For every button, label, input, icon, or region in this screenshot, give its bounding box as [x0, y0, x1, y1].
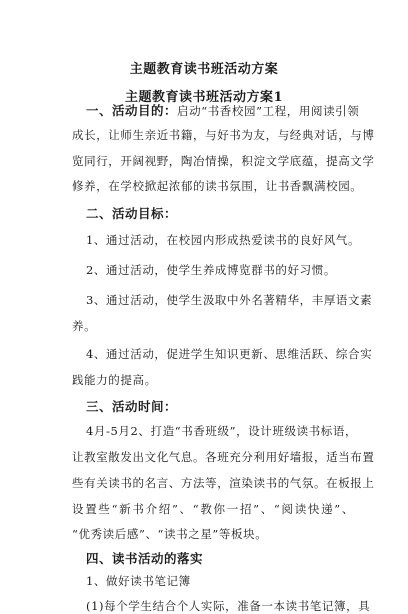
section1-line-3: 览同行，开阔视野，陶冶情操，积淀文学底蕴，提高文学	[72, 154, 375, 168]
section2-item-2: 2、通过活动，使学生养成博览群书的好习惯。	[86, 263, 336, 277]
section2-item-1: 1、通过活动，在校园内形成热爱读书的良好风气。	[86, 233, 361, 247]
section4-line-1: 1、做好读书笔记簿	[86, 574, 191, 588]
section3-line-3: 些有关读书的名言、方法等，渲染读书的气氛。在板报上	[72, 476, 375, 490]
section4-line-2: (1)每个学生结合个人实际，准备一本读书笔记簿，具	[86, 599, 371, 613]
section3-line-1: 4月-5月2、打造“书香班级”，设计班级读书标语，	[86, 424, 358, 438]
document-subtitle: 主题教育读书班活动方案1	[124, 90, 284, 105]
section3-line-4: 设置些“新书介绍”、“教你一招”、“阅读快递”、	[72, 502, 354, 516]
section2-heading: 二、活动目标：	[86, 206, 178, 221]
section2-item-3-cont: 养。	[72, 319, 97, 333]
section2-item-4-cont: 践能力的提高。	[72, 373, 157, 387]
section1-first-line	[86, 101, 360, 119]
section3-heading: 三、活动时间：	[86, 399, 178, 414]
section3-line-2: 让教室散发出文化气息。各班充分利用好墙报，适当布置	[72, 450, 375, 464]
section1-line-2: 成长，让师生亲近书籍，与好书为友，与经典对话，与博	[72, 128, 375, 142]
section2-item-3: 3、通过活动，使学生汲取中外名著精华，丰厚语文素	[86, 293, 373, 307]
section3-line-5: “优秀读后感”、“读书之星”等板块。	[72, 527, 268, 541]
section1-line-4: 修养，在学校掀起浓郁的读书氛围，让书香飘满校园。	[72, 179, 363, 193]
section2-item-4: 4、通过活动，促进学生知识更新、思维活跃、综合实	[86, 347, 373, 361]
section4-heading: 四、读书活动的落实	[86, 551, 204, 566]
section1-heading: 一、活动目的：	[86, 103, 178, 118]
document-title: 主题教育读书班活动方案	[129, 62, 279, 77]
section1-line-1: 启动“书香校园”工程，用阅读引领	[177, 104, 360, 118]
